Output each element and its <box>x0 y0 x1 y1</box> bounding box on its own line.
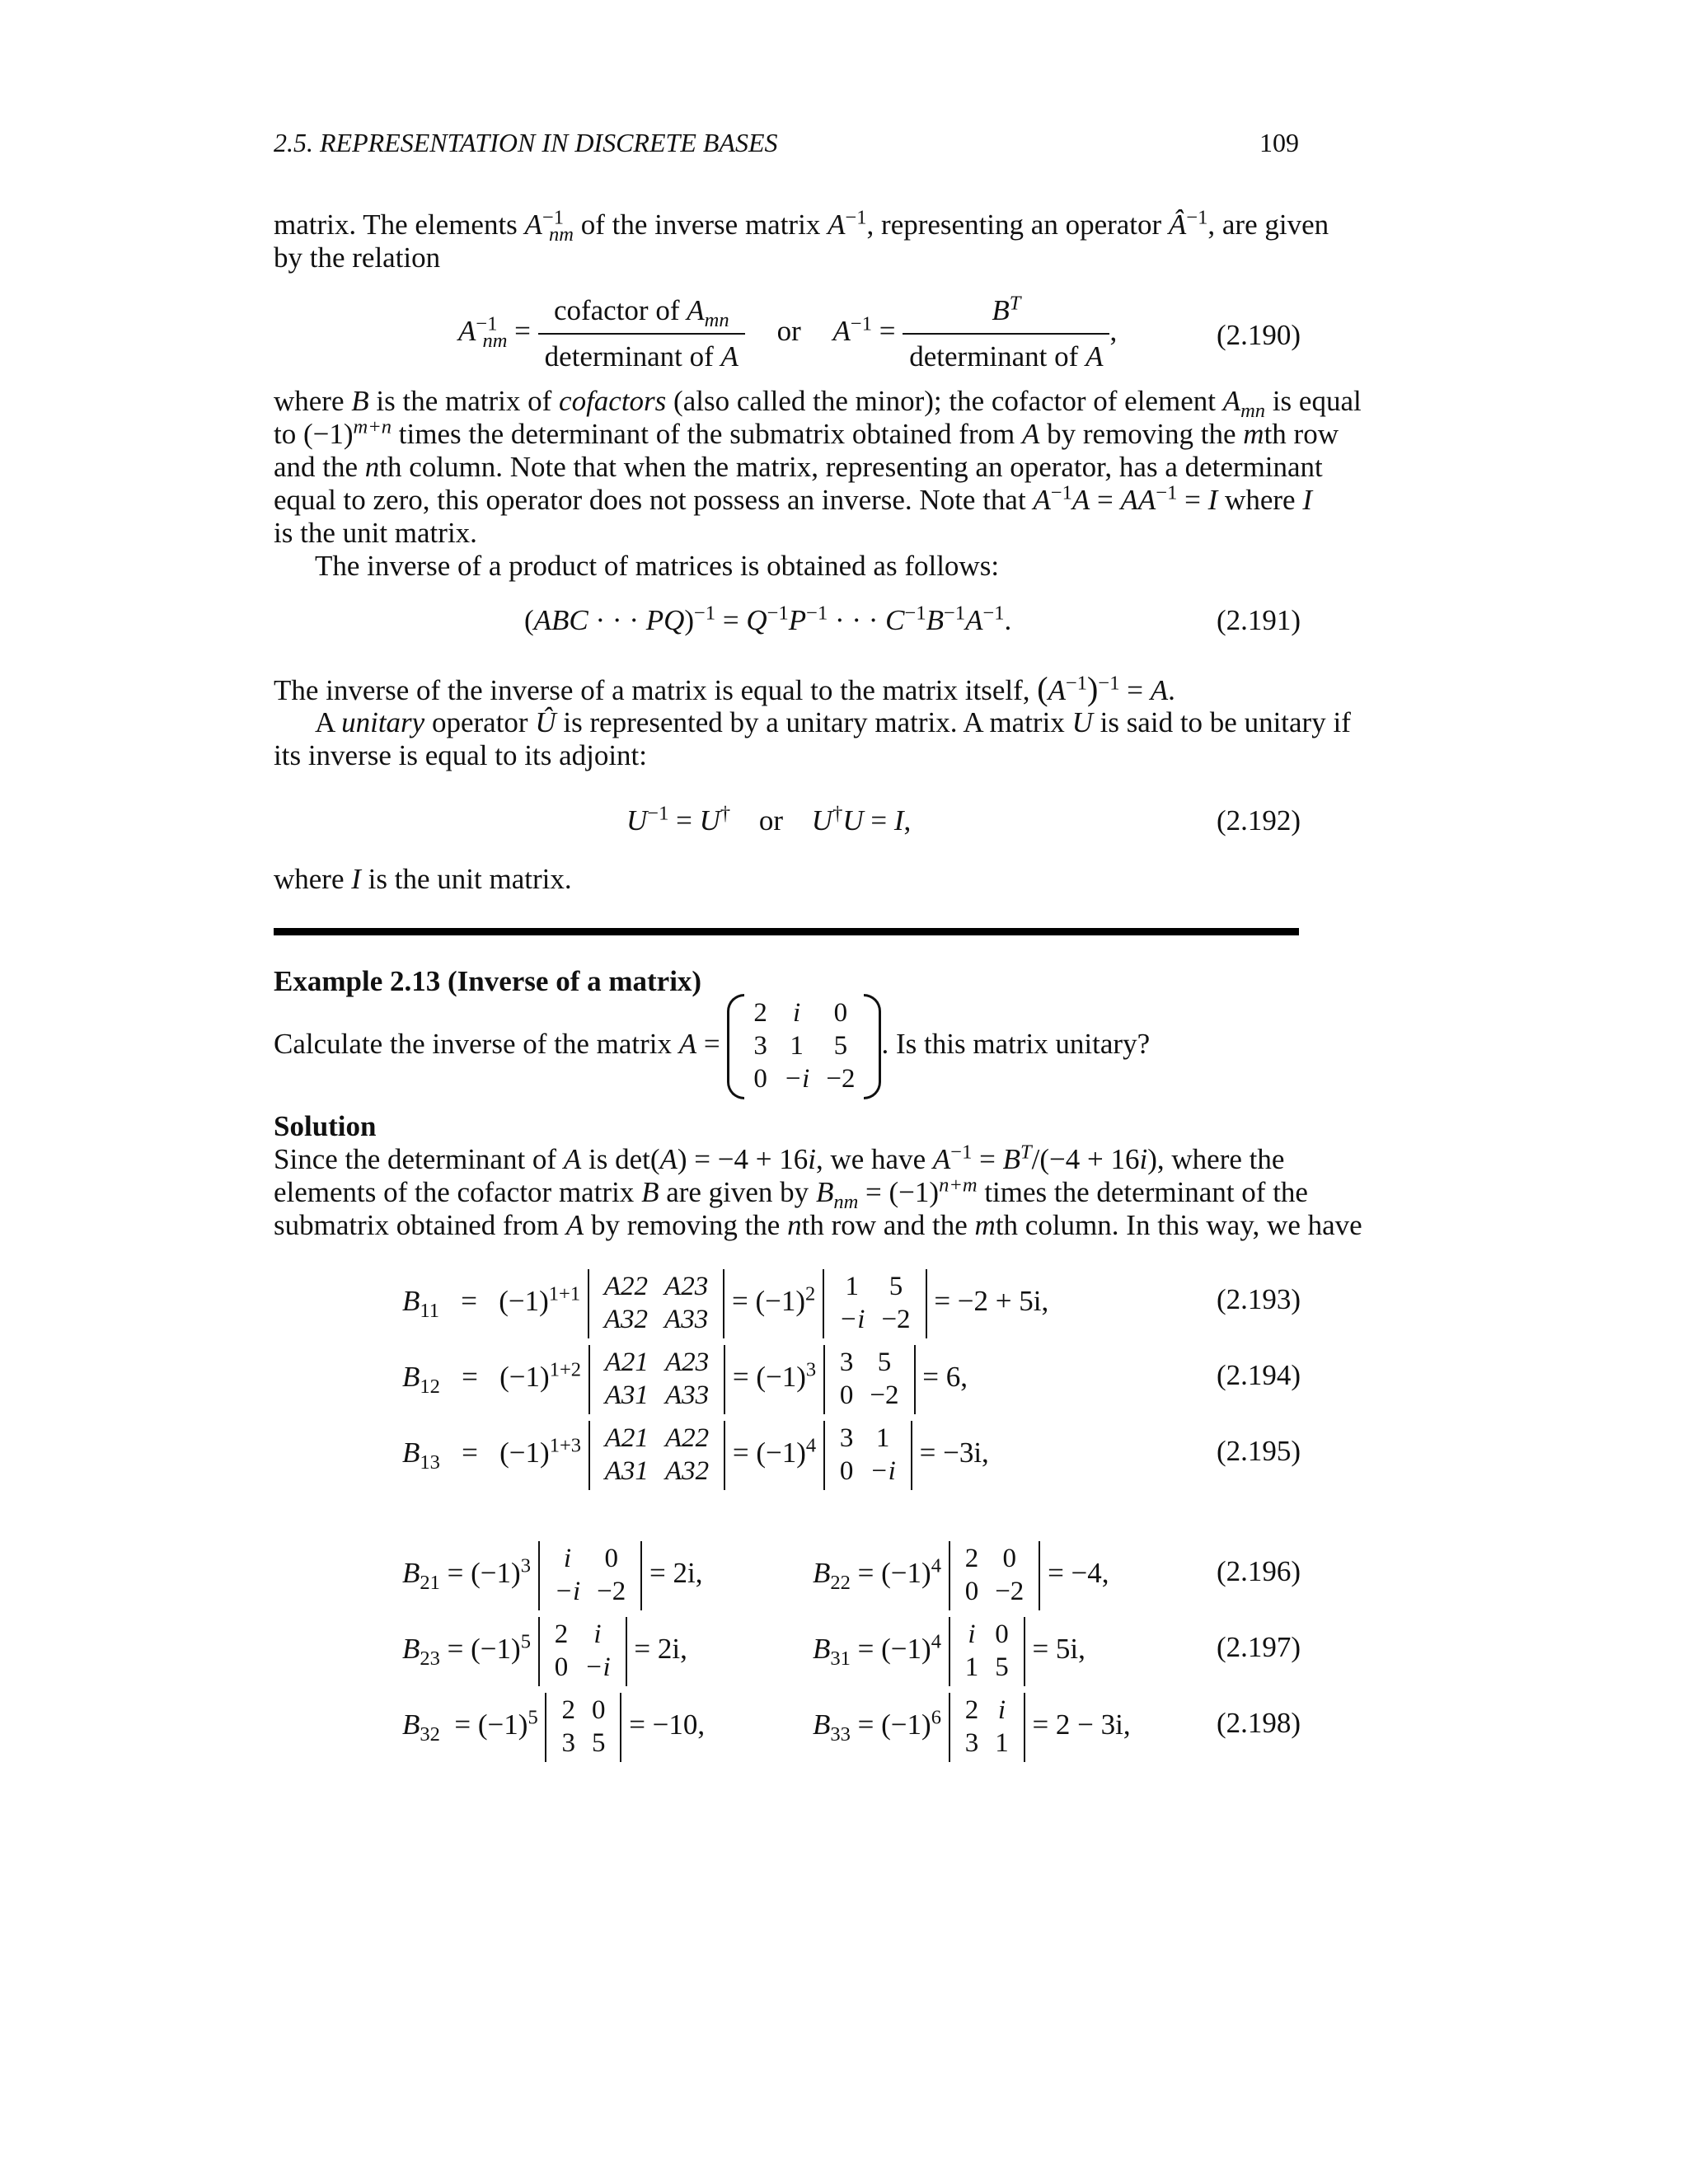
solution-heading: Solution <box>274 1110 377 1142</box>
example-title: Example 2.13 (Inverse of a matrix) <box>274 965 702 997</box>
running-header: 2.5. REPRESENTATION IN DISCRETE BASES <box>274 128 778 157</box>
after-2192-line: where I is the unit matrix. <box>274 863 572 895</box>
intro-line-1: matrix. The elements $A^{-1}_{nm}$ of the inverse matrix $A^{-1}$, representing an operator $Â^{-1}$, are given <box>274 206 1329 246</box>
equation-2-192: $U^{-1} = U^\dagger$ or U†U = I, <box>626 802 912 837</box>
equation-number: (2.195) <box>1217 1435 1301 1467</box>
cofactor-b32: $B_{32} = (-1)^5$ 2 0 3 5 = −10, <box>402 1693 705 1762</box>
equation-2-191: (ABC · · · $PQ)^{-1} = Q^{-1}P^{-1}$ · · · $C^{-1}B^{-1}A^{-1}$. <box>524 602 1012 636</box>
equation-2-190: $A^{-1}_{nm}$ = $\frac{cofactor of A_{mn}}{\text{determinant of A}}$ or $A^{-1}$ = $\frac{B^T}{\text{determinant of A}}$ , <box>458 292 1118 373</box>
cofactor-b21: $B_{21} = (-1)^3$ i 0 −i −2 = 2i, <box>402 1541 702 1610</box>
equation-number: (2.191) <box>1217 604 1301 636</box>
unitary-line-1: The inverse of the inverse of a matrix is equal to the matrix itself, $(A^{-1})^{-1} = A$. <box>274 670 1175 707</box>
equation-number: (2.193) <box>1217 1283 1301 1315</box>
matrix-a: 2 i 0 3 1 5 0 −i −2 <box>727 994 881 1099</box>
intro-line-2: by the relation <box>274 241 441 274</box>
solution-line-1: Since the determinant of A is det(A) = −4 + 16i, we have $A^{-1} = B^T/(-4 + 16i)$, where the <box>274 1141 1285 1175</box>
cofactor-line-6: The inverse of a product of matrices is obtained as follows: <box>315 550 1000 582</box>
cofactor-b31: $B_{31} = (-1)^4$ i 0 1 5 = 5i, <box>813 1617 1085 1686</box>
cofactor-b33: $B_{33} = (-1)^6$ 2 i 3 1 = 2 − 3i, <box>813 1693 1131 1762</box>
cofactor-line-5: is the unit matrix. <box>274 517 477 549</box>
page-number: 109 <box>1259 128 1299 157</box>
solution-line-2: elements of the cofactor matrix B are given by $B_{nm} = (-1)^{n+m}$ times the determinant of the <box>274 1174 1308 1213</box>
cofactor-line-1: where B is the matrix of cofactors (also called the minor); the cofactor of element $A_{mn}$ is equal <box>274 385 1362 422</box>
cofactor-b13: $B_{13} = (-1)^{1+3}$ A21 A22 A31 A32 = $(-1)^4$ 3 1 0 −i = −3i, <box>402 1421 989 1490</box>
unitary-line-3: its inverse is equal to its adjoint: <box>274 739 648 771</box>
equation-number: (2.190) <box>1217 319 1301 351</box>
equation-number: (2.198) <box>1217 1707 1301 1739</box>
equation-number: (2.192) <box>1217 804 1301 837</box>
cofactor-b11: $B_{11} = (-1)^{1+1}$ A22 A23 A32 A33 = $(-1)^2$ 1 5 −i −2 = −2 + 5i, <box>402 1269 1048 1338</box>
cofactor-b23: $B_{23} = (-1)^5$ 2 i 0 −i = 2i, <box>402 1617 687 1686</box>
solution-line-3: submatrix obtained from A by removing the nth row and the mth column. In this way, we have <box>274 1209 1362 1241</box>
example-divider <box>274 928 1299 935</box>
equation-number: (2.197) <box>1217 1631 1301 1663</box>
cofactor-line-4: equal to zero, this operator does not possess an inverse. Note that $A^{-1}A = AA^{-1} = I$ where I <box>274 481 1312 516</box>
equation-number: (2.196) <box>1217 1555 1301 1587</box>
example-prompt: Calculate the inverse of the matrix A = 2 i 0 3 1 5 0 −i −2 . Is this matrix unitary? <box>274 994 1150 1099</box>
cofactor-b22: $B_{22} = (-1)^4$ 2 0 0 −2 = −4, <box>813 1541 1109 1610</box>
equation-number: (2.194) <box>1217 1359 1301 1391</box>
cofactor-line-3: and the nth column. Note that when the matrix, representing an operator, has a determinant <box>274 451 1323 483</box>
cofactor-b12: $B_{12} = (-1)^{1+2}$ A21 A23 A31 A33 = $(-1)^3$ 3 5 0 −2 = 6, <box>402 1345 968 1414</box>
unitary-line-2: A unitary operator Û is represented by a unitary matrix. A matrix U is said to be unitary if <box>315 706 1351 738</box>
cofactor-line-2: to $(-1)^{m+n}$ times the determinant of the submatrix obtained from A by removing the mth row <box>274 415 1339 450</box>
